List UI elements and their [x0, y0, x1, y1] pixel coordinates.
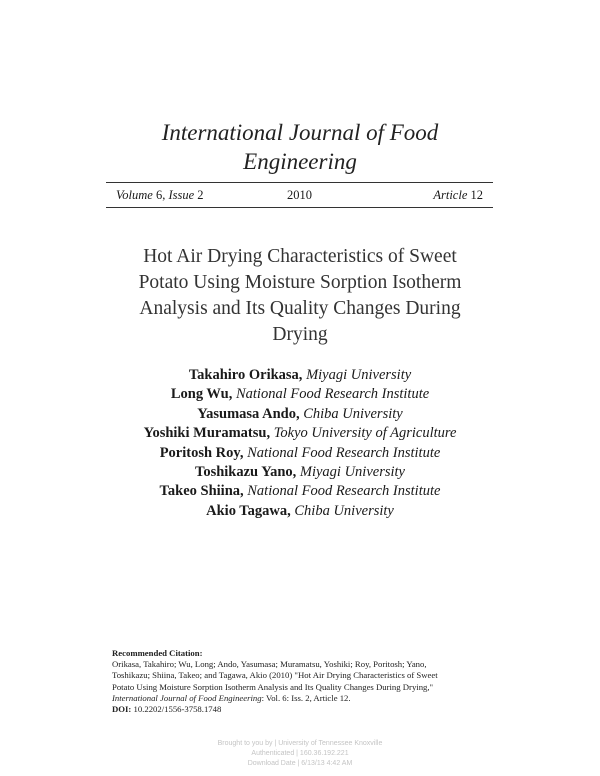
doi-label: DOI: — [112, 704, 132, 715]
issue-info-row — [106, 186, 493, 204]
article-value: 12 — [470, 188, 483, 202]
author-name: Takahiro Orikasa, — [188, 367, 303, 383]
author-name: Toshikazu Yano, — [194, 464, 297, 481]
volume-label: Volume — [116, 188, 153, 202]
author-entry — [0, 385, 600, 404]
author-list — [0, 366, 600, 521]
header-rule-top — [106, 182, 493, 183]
author-name: Yoshiki Muramatsu, — [143, 425, 271, 442]
author-affiliation: Chiba University — [303, 405, 403, 422]
volume-issue: Volume 6, Issue 2 — [116, 188, 204, 202]
watermark-line: Authenticated | 160.36.192.221 — [251, 750, 349, 757]
journal-title-line1: International Journal of Food — [161, 120, 439, 145]
author-affiliation: National Food Research Institute — [247, 483, 441, 500]
citation-line: Orikasa, Takahiro; Wu, Long; Ando, Yasumasa; Muramatsu, Yoshiki; Roy, Poritosh; Yano, — [112, 659, 427, 670]
citation-journal-suffix: : Vol. 6: Iss. 2, Article 12. — [261, 692, 351, 703]
author-entry — [0, 424, 600, 443]
author-entry — [0, 463, 600, 482]
author-entry — [0, 444, 600, 463]
citation-label: Recommended Citation: — [112, 648, 203, 658]
author-affiliation: National Food Research Institute — [247, 444, 441, 461]
article-label: Article — [433, 188, 468, 202]
paper-title — [0, 244, 600, 348]
recommended-citation — [112, 648, 492, 715]
journal-title — [0, 118, 600, 176]
author-entry — [0, 366, 600, 385]
watermark-line: Download Date | 6/13/13 4:42 AM — [247, 760, 353, 767]
citation-journal: International Journal of Food Engineering — [112, 692, 262, 703]
header-rule-bottom — [106, 207, 493, 208]
author-affiliation: National Food Research Institute — [235, 386, 430, 403]
author-entry — [0, 405, 600, 424]
author-name: Takeo Shiina, — [159, 483, 244, 500]
year: 2010 — [287, 188, 312, 202]
paper-title-line: Hot Air Drying Characteristics of Sweet — [143, 246, 457, 267]
paper-title-line: Potato Using Moisture Sorption Isotherm — [138, 272, 462, 293]
citation-journal-line — [112, 693, 492, 704]
author-name: Yasumasa Ando, — [197, 405, 300, 422]
doi-value[interactable]: 10.2202/1556-3758.1748 — [133, 704, 222, 715]
watermark-line: Brought to you by | University of Tennessee Knoxville — [217, 740, 383, 747]
download-watermark — [0, 739, 600, 769]
author-name: Akio Tagawa, — [206, 502, 291, 519]
volume-number: 6 — [155, 188, 163, 202]
issue-label: Issue — [168, 188, 195, 202]
citation-line: Potato Using Moisture Sorption Isotherm Analysis and Its Quality Changes During Drying," — [112, 681, 434, 692]
citation-doi-line — [112, 704, 492, 715]
author-entry — [0, 482, 600, 501]
paper-title-line: Analysis and Its Quality Changes During — [139, 298, 461, 319]
author-name: Long Wu, — [170, 386, 233, 403]
author-affiliation: Miyagi University — [306, 367, 412, 383]
author-affiliation: Tokyo University of Agriculture — [273, 425, 457, 442]
author-affiliation: Miyagi University — [299, 464, 405, 481]
paper-title-line: Drying — [272, 324, 328, 345]
issue-number: 2 — [197, 188, 204, 202]
author-entry — [0, 502, 600, 521]
author-name: Poritosh Roy, — [159, 444, 244, 461]
citation-line: Toshikazu; Shiina, Takeo; and Tagawa, Akio (2010) "Hot Air Drying Characteristics of Sweet — [112, 670, 438, 681]
journal-title-line2: Engineering — [243, 149, 357, 174]
article-number — [433, 186, 483, 204]
author-affiliation: Chiba University — [294, 502, 394, 519]
